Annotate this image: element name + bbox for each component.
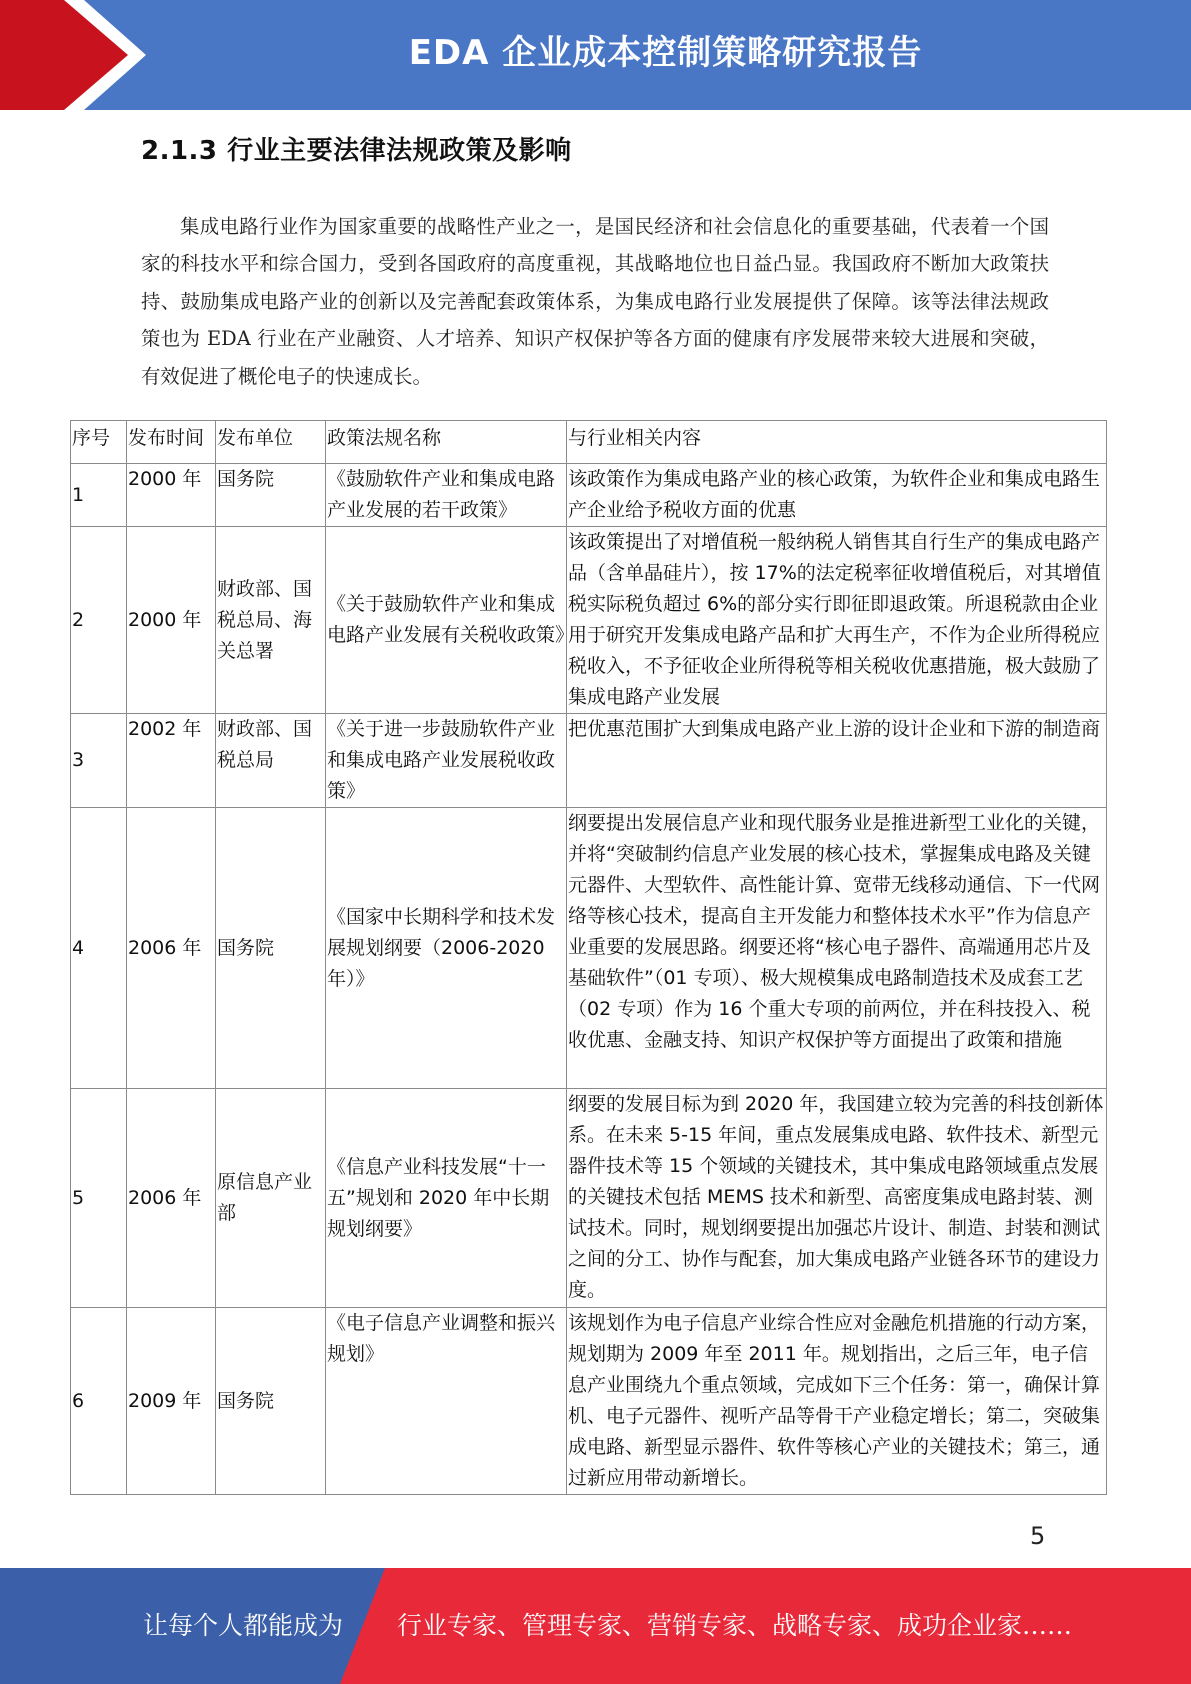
header-arrow-decoration bbox=[0, 0, 160, 110]
cell-name: 《关于鼓励软件产业和集成电路产业发展有关税收政策》 bbox=[326, 527, 567, 714]
cell-name: 《关于进一步鼓励软件产业和集成电路产业发展税收政策》 bbox=[326, 714, 567, 808]
intro-paragraph: 集成电路行业作为国家重要的战略性产业之一，是国民经济和社会信息化的重要基础，代表着一个国家的科技水平和综合国力，受到各国政府的高度重视，其战略地位也日益凸显。我国政府不断加大政策扶持、鼓励集成电路产业的创新以及完善配套政策体系，为集成电路行业发展提供了保障。该等法律法规政策也为 EDA 行业在产业融资、人才培养、知识产权保护等各方面的健康有序发展带来较大进展和突破，有效促进了概伦电子的快速成长。 bbox=[141, 215, 1049, 388]
table-row bbox=[71, 1089, 1107, 1308]
cell-content: 该政策提出了对增值税一般纳税人销售其自行生产的集成电路产品（含单晶硅片），按 17%的法定税率征收增值税后，对其增值税实际税负超过 6%的部分实行即征即退政策。所退税款由企业用于研究开发集成电路产品和扩大再生产，不作为企业所得税应税收入，不予征收企业所得税等相关税收优惠措施，极大鼓励了集成电路产业发展 bbox=[567, 527, 1107, 714]
cell-no: 5 bbox=[71, 1089, 127, 1308]
header-band bbox=[0, 0, 1191, 110]
cell-date: 2000 年 bbox=[127, 527, 216, 714]
cell-no: 2 bbox=[71, 527, 127, 714]
footer-band bbox=[0, 1568, 1191, 1684]
page-number: 5 bbox=[1030, 1522, 1046, 1550]
cell-date: 2006 年 bbox=[127, 1089, 216, 1308]
cell-name: 《国家中长期科学和技术发展规划纲要（2006-2020 年）》 bbox=[326, 808, 567, 1089]
header-cell-no: 序号 bbox=[71, 421, 127, 464]
cell-name: 《信息产业科技发展“十一五”规划和 2020 年中长期规划纲要》 bbox=[326, 1089, 567, 1308]
section-title: 2.1.3 行业主要法律法规政策及影响 bbox=[141, 136, 572, 166]
policy-table bbox=[70, 420, 1107, 1495]
cell-date: 2002 年 bbox=[127, 714, 216, 808]
table-row bbox=[71, 527, 1107, 714]
header-cell-name: 政策法规名称 bbox=[326, 421, 567, 464]
table-row bbox=[71, 1308, 1107, 1495]
cell-issuer: 原信息产业部 bbox=[216, 1089, 326, 1308]
table-row bbox=[71, 808, 1107, 1089]
cell-name: 《鼓励软件产业和集成电路产业发展的若干政策》 bbox=[326, 464, 567, 527]
cell-issuer: 国务院 bbox=[216, 464, 326, 527]
header-cell-issuer: 发布单位 bbox=[216, 421, 326, 464]
footer-slogan-right: 行业专家、管理专家、营销专家、战略专家、成功企业家…… bbox=[397, 1611, 1073, 1640]
cell-no: 3 bbox=[71, 714, 127, 808]
cell-no: 6 bbox=[71, 1308, 127, 1495]
cell-issuer: 国务院 bbox=[216, 808, 326, 1089]
cell-date: 2009 年 bbox=[127, 1308, 216, 1495]
cell-no: 4 bbox=[71, 808, 127, 1089]
cell-no: 1 bbox=[71, 464, 127, 527]
cell-content: 纲要的发展目标为到 2020 年，我国建立较为完善的科技创新体系。在未来 5-15 年间，重点发展集成电路、软件技术、新型元器件技术等 15 个领域的关键技术，其中集成电路领域重点发展的关键技术包括 MEMS 技术和新型、高密度集成电路封装、测试技术。同时，规划纲要提出加强芯片设计、制造、封装和测试之间的分工、协作与配套，加大集成电路产业链各环节的建设力度。 bbox=[567, 1089, 1107, 1308]
cell-content: 把优惠范围扩大到集成电路产业上游的设计企业和下游的制造商 bbox=[567, 714, 1107, 808]
table-header-row bbox=[71, 421, 1107, 464]
report-title: EDA 企业成本控制策略研究报告 bbox=[408, 33, 923, 73]
cell-issuer: 财政部、国税总局、海关总署 bbox=[216, 527, 326, 714]
cell-issuer: 国务院 bbox=[216, 1308, 326, 1495]
header-cell-date: 发布时间 bbox=[127, 421, 216, 464]
cell-content: 该政策作为集成电路产业的核心政策，为软件企业和集成电路生产企业给予税收方面的优惠 bbox=[567, 464, 1107, 527]
table-row bbox=[71, 464, 1107, 527]
cell-name: 《电子信息产业调整和振兴规划》 bbox=[326, 1308, 567, 1495]
table-row bbox=[71, 714, 1107, 808]
cell-date: 2006 年 bbox=[127, 808, 216, 1089]
cell-issuer: 财政部、国税总局 bbox=[216, 714, 326, 808]
cell-content: 该规划作为电子信息产业综合性应对金融危机措施的行动方案，规划期为 2009 年至 2011 年。规划指出，之后三年，电子信息产业围绕九个重点领域，完成如下三个任务：第一，确保计算机、电子元器件、视听产品等骨干产业稳定增长；第二，突破集成电路、新型显示器件、软件等核心产业的关键技术；第三，通过新应用带动新增长。 bbox=[567, 1308, 1107, 1495]
header-cell-content: 与行业相关内容 bbox=[567, 421, 1107, 464]
footer-slogan-left: 让每个人都能成为 bbox=[143, 1611, 344, 1640]
cell-date: 2000 年 bbox=[127, 464, 216, 527]
cell-content: 纲要提出发展信息产业和现代服务业是推进新型工业化的关键，并将“突破制约信息产业发展的核心技术，掌握集成电路及关键元器件、大型软件、高性能计算、宽带无线移动通信、下一代网络等核心技术，提高自主开发能力和整体技术水平”作为信息产业重要的发展思路。纲要还将“核心电子器件、高端通用芯片及基础软件”（01 专项）、极大规模集成电路制造技术及成套工艺（02 专项）作为 16 个重大专项的前两位，并在科技投入、税收优惠、金融支持、知识产权保护等方面提出了政策和措施 bbox=[567, 808, 1107, 1089]
